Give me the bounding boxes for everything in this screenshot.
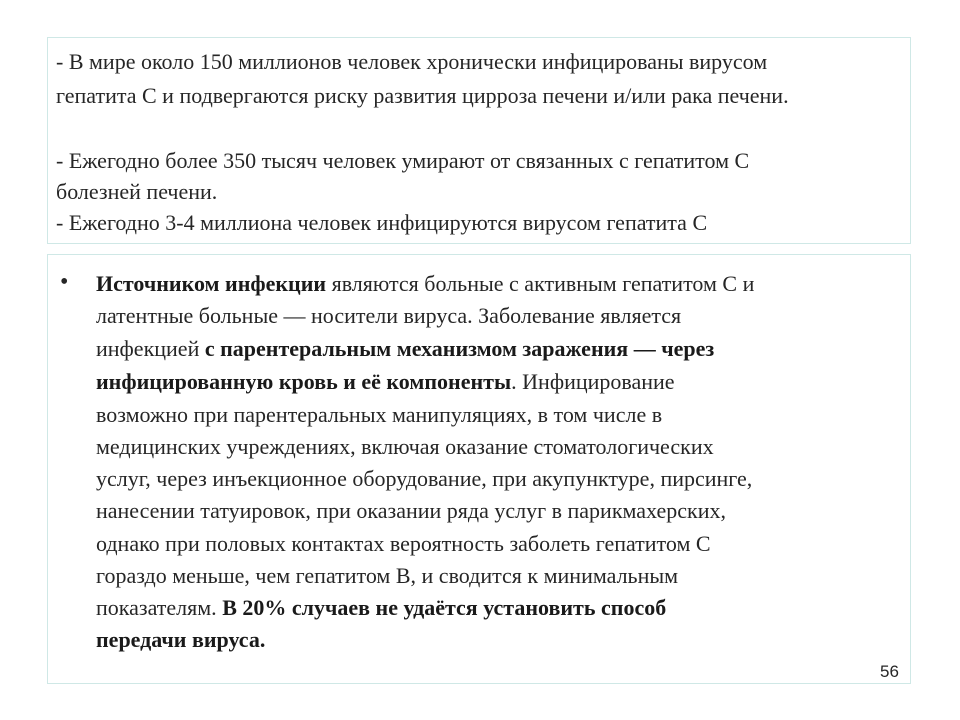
paragraph-line-10: гораздо меньше, чем гепатитом В, и сводится к минимальным <box>96 563 679 588</box>
paragraph-line-4 <box>96 366 675 398</box>
page-number: 56 <box>880 662 899 681</box>
paragraph-line-2: латентные больные — носители вируса. Заболевание является <box>96 303 682 328</box>
paragraph-line-9: однако при половых контактах вероятность заболеть гепатитом С <box>96 531 711 556</box>
paragraph-line-8: нанесении татуировок, при оказании ряда услуг в парикмахерских, <box>96 498 726 523</box>
paragraph-line-11 <box>96 592 666 624</box>
text-segment: . Инфицирование <box>511 369 675 394</box>
text-segment: являются больные с активным гепатитом С и <box>326 271 755 296</box>
paragraph-line-1 <box>96 268 754 300</box>
bold-term-blood: инфицированную кровь и её компоненты <box>96 369 512 394</box>
stat-line-5: - Ежегодно 3-4 миллиона человек инфицируются вирусом гепатита С <box>56 210 708 235</box>
stat-line-2: гепатита С и подвергаются риску развития цирроза печени и/или рака печени. <box>56 83 789 108</box>
bold-term-mechanism: с парентеральным механизмом заражения — через <box>204 336 715 361</box>
text-segment: инфекцией <box>96 336 205 361</box>
paragraph-line-3 <box>96 333 714 365</box>
stat-line-3: - Ежегодно более 350 тысяч человек умирают от связанных с гепатитом С <box>56 148 750 173</box>
bullet-marker: • <box>60 269 69 295</box>
paragraph-line-5: возможно при парентеральных манипуляциях, в том числе в <box>96 402 663 427</box>
paragraph-line-12 <box>96 624 265 656</box>
bold-term-transmission: передачи вируса. <box>96 627 266 652</box>
bold-term-infection-source: Источником инфекции <box>96 271 327 296</box>
paragraph-line-6: медицинских учреждениях, включая оказание стоматологических <box>96 434 714 459</box>
stat-line-4: болезней печени. <box>56 179 218 204</box>
bold-term-unknown-route: В 20% случаев не удаётся установить способ <box>222 595 667 620</box>
paragraph-line-7: услуг, через инъекционное оборудование, при акупунктуре, пирсинге, <box>96 466 753 491</box>
text-segment: показателям. <box>96 595 223 620</box>
stat-line-1: - В мире около 150 миллионов человек хронически инфицированы вирусом <box>56 49 768 74</box>
